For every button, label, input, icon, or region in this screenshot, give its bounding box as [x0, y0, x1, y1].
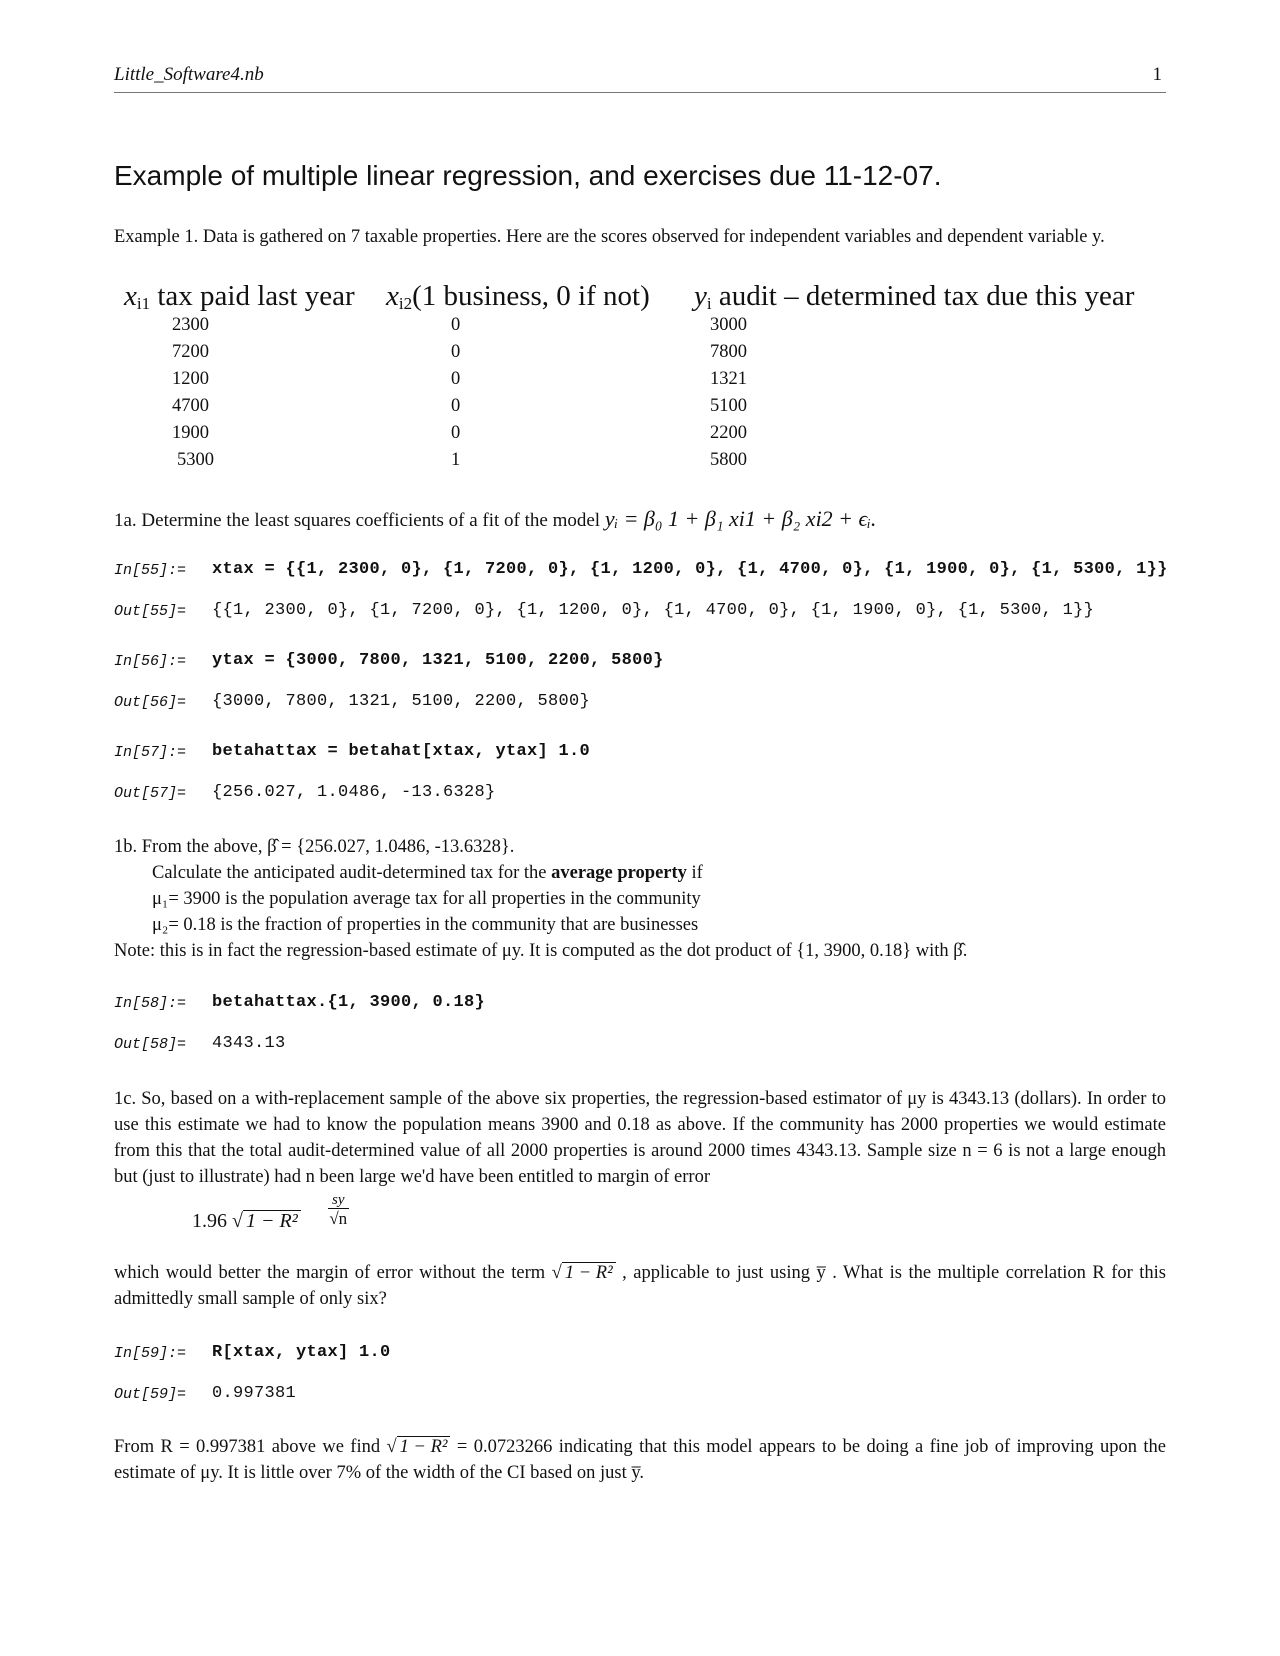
table-cell: 1321 [710, 369, 747, 389]
data-column-xi1 [172, 312, 214, 474]
cell-label-out59: Out[59]= [114, 1386, 187, 1403]
average-property-term: average property [551, 863, 687, 883]
part-1b-note: Note: this is in fact the regression-based estimate of μy. It is computed as the dot product of {1, 3900, 0.18} with β̂. [114, 941, 968, 961]
notebook-filename: Little_Software4.nb [114, 64, 264, 85]
table-cell: 0 [451, 342, 461, 362]
col-header-xi2 [386, 280, 650, 314]
part-1a [114, 506, 1166, 534]
part-1b-line2-text: Calculate the anticipated audit-determined tax for the [152, 863, 552, 883]
table-cell: 7200 [172, 342, 209, 362]
cell-label-in59: In[59]:= [114, 1345, 187, 1362]
table-cell: 0 [451, 369, 461, 389]
table-cell: 7800 [710, 342, 747, 362]
input-cell-59[interactable]: R[xtax, ytax] 1.0 [212, 1343, 391, 1362]
cell-label-out58: Out[58]= [114, 1036, 187, 1053]
formula-coefficient: 1.96 √ [192, 1210, 243, 1232]
table-cell: 5300 [177, 450, 214, 470]
table-cell: 3000 [710, 315, 747, 335]
regression-model-formula: yᵢ = β₀ 1 + β₁ xi1 + β₂ xi2 + ϵᵢ. [604, 506, 877, 531]
page-number: 1 [1152, 64, 1162, 85]
table-cell: 0 [451, 396, 461, 416]
part-1c-followup-end: , applicable to just using y̅ . What is the multiple correlation R for this admittedly small sample of only six? [114, 1263, 1166, 1309]
part-1b-line2 [114, 860, 1166, 886]
col2-label: (1 business, 0 if not) [412, 280, 650, 312]
table-cell: 1200 [172, 369, 209, 389]
col3-label: audit – determined tax due this year [711, 280, 1135, 312]
output-cell-56: {3000, 7800, 1321, 5100, 2200, 5800} [212, 692, 591, 711]
col1-sub: i1 [136, 294, 151, 313]
part-1c-followup-radicand: 1 − R² [562, 1262, 616, 1283]
example1-intro: Example 1. Data is gathered on 7 taxable properties. Here are the scores observed for independent variables and dependent variable y. [114, 227, 1105, 247]
part-1b-line4: μ₂= 0.18 is the fraction of properties in the community that are businesses [152, 915, 699, 935]
data-column-xi2 [451, 312, 460, 474]
part-1b-line3: μ₁= 3900 is the population average tax for all properties in the community [152, 889, 701, 909]
col2-sub: i2 [398, 294, 413, 313]
cell-label-in57: In[57]:= [114, 744, 187, 761]
table-cell: 5100 [710, 396, 747, 416]
col3-var: y [694, 280, 707, 312]
formula-numerator: sy [328, 1192, 349, 1209]
page-title: Example of multiple linear regression, and exercises due 11-12-07. [114, 160, 942, 191]
cell-label-in56: In[56]:= [114, 653, 187, 670]
cell-label-in58: In[58]:= [114, 995, 187, 1012]
part-1b-line1: 1b. From the above, β̂ = {256.027, 1.0486, -13.6328}. [114, 837, 515, 857]
input-cell-55[interactable]: xtax = {{1, 2300, 0}, {1, 7200, 0}, {1, 1200, 0}, {1, 4700, 0}, {1, 1900, 0}, {1, 5300, 1}} [212, 560, 1168, 579]
input-cell-56[interactable]: ytax = {3000, 7800, 1321, 5100, 2200, 5800} [212, 651, 664, 670]
table-cell: 2300 [172, 315, 209, 335]
output-cell-58: 4343.13 [212, 1034, 286, 1053]
table-cell: 0 [451, 315, 461, 335]
table-cell: 1900 [172, 423, 209, 443]
table-cell: 0 [451, 423, 461, 443]
part-1c-followup: which would better the margin of error without the term √ 1 − R² , applicable to just using y̅ . What is the multiple correlation R for this admittedly small sample of only six? [114, 1263, 1166, 1309]
formula-fraction [328, 1192, 349, 1229]
cell-label-in55: In[55]:= [114, 562, 187, 579]
part-1a-text: 1a. Determine the least squares coefficients of a fit of the model [114, 510, 605, 531]
part-1c-followup-text: which would better the margin of error without the term [114, 1263, 552, 1283]
table-cell: 4700 [172, 396, 209, 416]
formula-radicand: 1 − R² [243, 1210, 301, 1231]
cell-label-out57: Out[57]= [114, 785, 187, 802]
input-cell-58[interactable]: betahattax.{1, 3900, 0.18} [212, 993, 486, 1012]
part-1b-line2-end: if [686, 863, 703, 883]
col1-label: tax paid last year [150, 280, 355, 312]
output-cell-57: {256.027, 1.0486, -13.6328} [212, 783, 496, 802]
table-cell: 1 [451, 450, 461, 470]
conclusion-text-end: = 0.0723266 indicating that this model appears to be doing a fine job of improving upon the estimate of μy. It is little over 7% of the width of the CI based on just y̅. [114, 1437, 1166, 1483]
header-rule [114, 92, 1166, 93]
col-header-xi1 [124, 280, 355, 314]
formula-denominator: √n [329, 1209, 348, 1228]
col2-var: x [386, 280, 399, 312]
conclusion-text-start: From R = 0.997381 above we find [114, 1437, 387, 1457]
col3-sub: i [706, 294, 712, 313]
col-header-yi [694, 280, 1134, 314]
input-cell-57[interactable]: betahattax = betahat[xtax, ytax] 1.0 [212, 742, 591, 761]
cell-label-out55: Out[55]= [114, 603, 187, 620]
col1-var: x [124, 280, 137, 312]
cell-label-out56: Out[56]= [114, 694, 187, 711]
part-1b [114, 834, 1166, 964]
data-column-yi [710, 312, 747, 474]
margin-of-error-formula [192, 1192, 348, 1233]
table-cell: 5800 [710, 450, 747, 470]
conclusion-paragraph: From R = 0.997381 above we find √ 1 − R² = 0.0723266 indicating that this model appears to be doing a fine job of improving upon the estimate of μy. It is little over 7% of the width of the CI based on just y̅. [114, 1437, 1166, 1483]
output-cell-55: {{1, 2300, 0}, {1, 7200, 0}, {1, 1200, 0}, {1, 4700, 0}, {1, 1900, 0}, {1, 5300, 1}} [212, 601, 1095, 620]
conclusion-radicand: 1 − R² [397, 1436, 451, 1457]
table-cell: 2200 [710, 423, 747, 443]
output-cell-59: 0.997381 [212, 1384, 297, 1403]
part-1c: 1c. So, based on a with-replacement sample of the above six properties, the regression-based estimator of μy is 4343.13 (dollars). In order to use this estimate we had to know the population means 3900 and 0.18 as above. If the community has 2000 properties we would estimate from this that the total audit-determined value of all 2000 properties is around 2000 times 4343.13. Sample size n = 6 is not a large enough but (just to illustrate) had n been large we'd have been entitled to margin of error [114, 1089, 1166, 1187]
